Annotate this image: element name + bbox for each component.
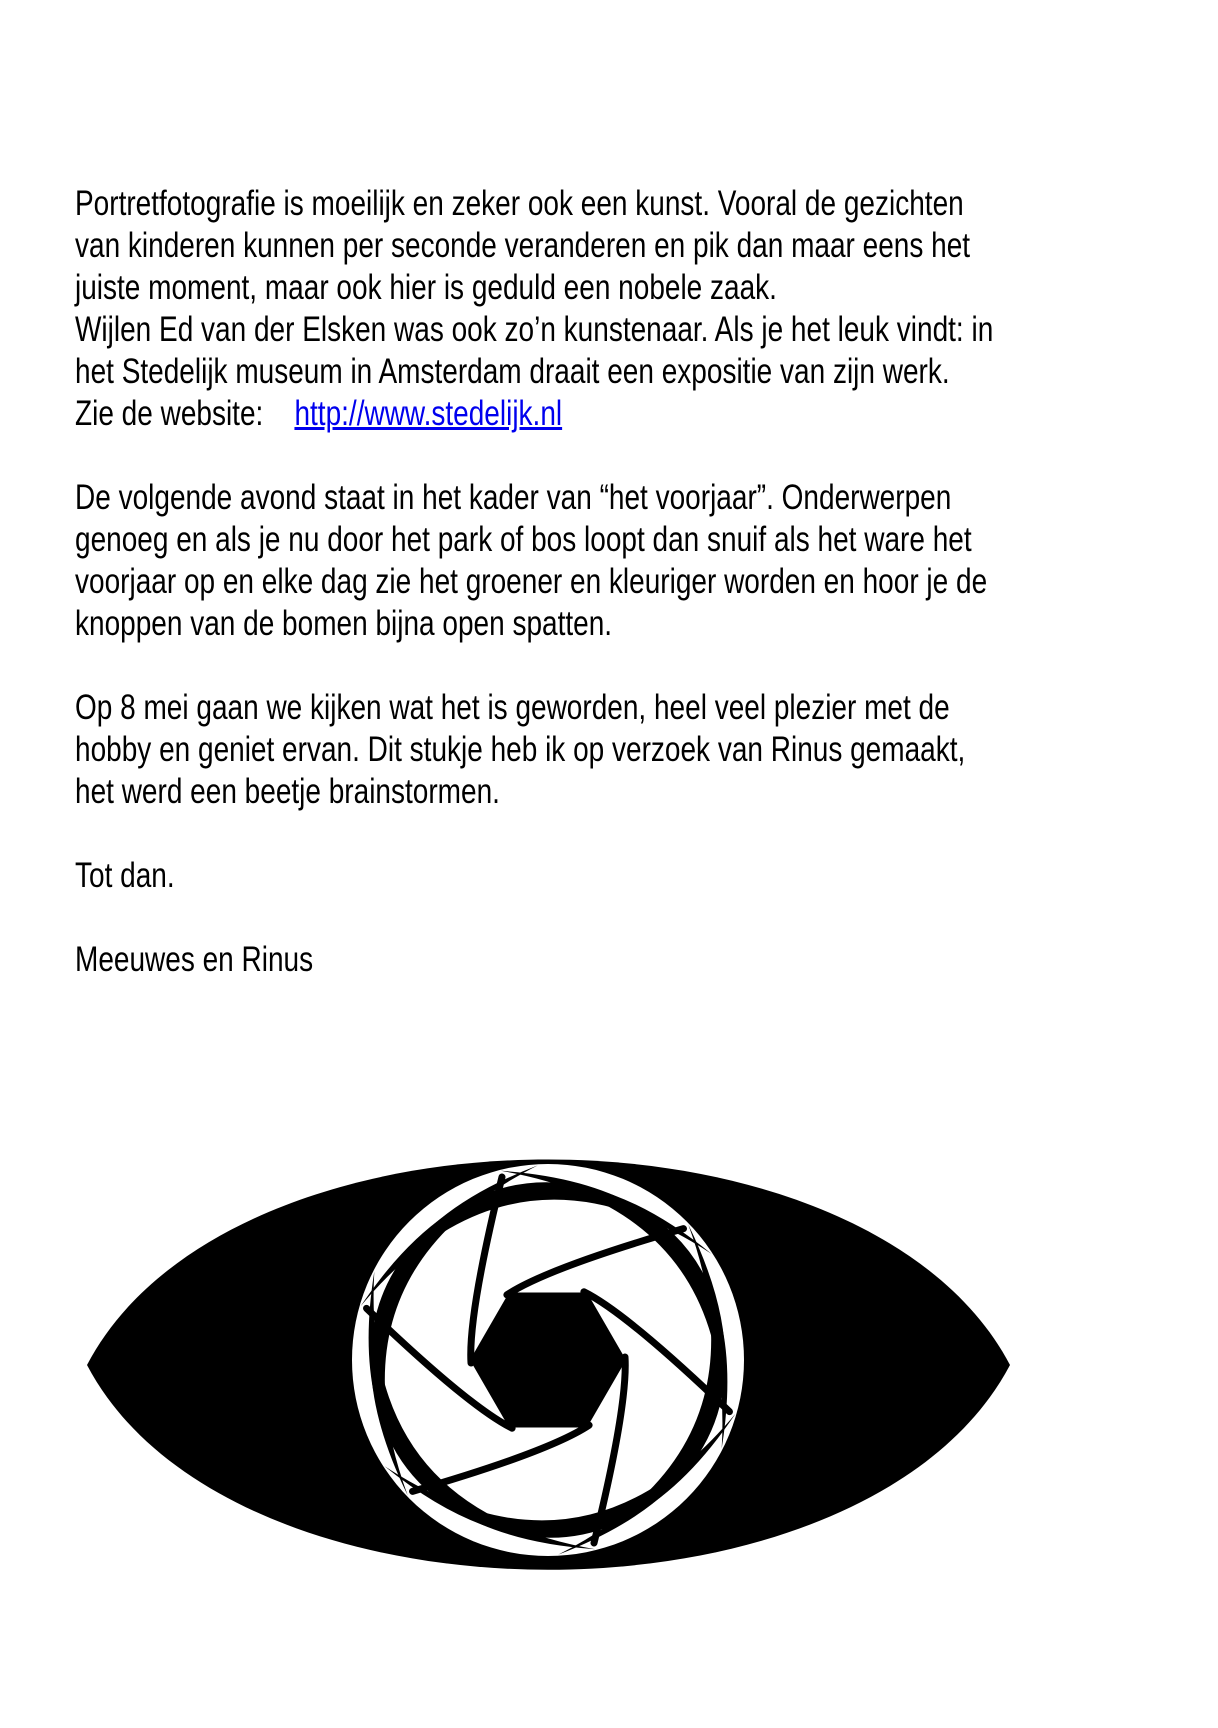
text-line: Op 8 mei gaan we kijken wat het is geworden, heel veel plezier met de bbox=[75, 688, 950, 727]
text-line: juiste moment, maar ook hier is geduld een nobele zaak. bbox=[75, 268, 777, 307]
text-line: voorjaar op en elke dag zie het groener en kleuriger worden en hoor je de bbox=[75, 562, 988, 601]
text-line: Wijlen Ed van der Elsken was ook zo’n kunstenaar. Als je het leuk vindt: in bbox=[75, 310, 994, 349]
text-line bbox=[75, 435, 1115, 477]
text-line: het werd een beetje brainstormen. bbox=[75, 772, 500, 811]
text-line: Meeuwes en Rinus bbox=[75, 940, 314, 979]
text-line bbox=[75, 813, 1115, 855]
text-line: het Stedelijk museum in Amsterdam draait een expositie van zijn werk. bbox=[75, 352, 950, 391]
text-line: De volgende avond staat in het kader van “het voorjaar”. Onderwerpen bbox=[75, 478, 952, 517]
aperture-opening bbox=[352, 1164, 744, 1556]
blade-edge-line bbox=[471, 1177, 502, 1363]
aperture-hexagon bbox=[470, 1293, 626, 1428]
text-line: genoeg en als je nu door het park of bos loopt dan snuif als het ware het bbox=[75, 520, 972, 559]
text-line: Portretfotografie is moeilijk en zeker ook een kunst. Vooral de gezichten bbox=[75, 184, 964, 223]
text-line: Tot dan. bbox=[75, 856, 175, 895]
text-line: knoppen van de bomen bijna open spatten. bbox=[75, 604, 613, 643]
blade-sliver bbox=[369, 1272, 596, 1550]
text-line: van kinderen kunnen per seconde veranderen en pik dan maar eens het bbox=[75, 226, 971, 265]
text-line: hobby en geniet ervan. Dit stukje heb ik op verzoek van Rinus gemaakt, bbox=[75, 730, 966, 769]
letter-body bbox=[75, 183, 1115, 981]
link-line-prefix: Zie de website: bbox=[75, 394, 295, 433]
stedelijk-website-link[interactable]: http://www.stedelijk.nl bbox=[294, 394, 563, 433]
text-line bbox=[75, 897, 1115, 939]
eye-outline bbox=[87, 1160, 1010, 1570]
aperture-blade-sector bbox=[369, 1177, 596, 1549]
text-line bbox=[75, 393, 1115, 435]
text-line bbox=[75, 645, 1115, 687]
